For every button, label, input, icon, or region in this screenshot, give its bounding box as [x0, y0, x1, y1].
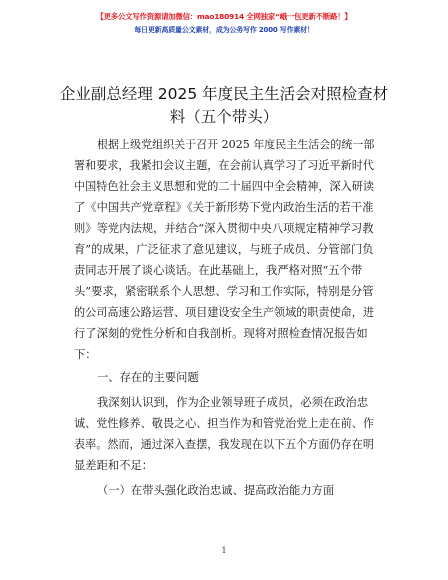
body-line: 则》等党内法规，并结合“深入贯彻中央八项规定精神学习教 [74, 222, 374, 235]
body-line: 根据上级党组织关于召开 2025 年度民主生活会的统一部 [97, 138, 375, 151]
section-line: 我深刻认识到，作为企业领导班子成员，必须在政治忠 [97, 396, 369, 409]
body-line: 下： [74, 348, 97, 361]
body-line: 责同志开展了谈心谈话。在此基础上，我严格对照“五个带 [74, 264, 363, 277]
body-line: 育”的成果，广泛征求了意见建议，与班子成员、分管部门负 [74, 243, 374, 256]
section-line: 表率。然而，通过深入查摆，我发现在以下五个方面仍存在明 [74, 438, 374, 451]
page-number: 1 [221, 546, 227, 555]
document-title-line-1: 企业副总经理 2025 年度民主生活会对照检查材 [59, 85, 389, 103]
body-line: 头”要求，紧密联系个人思想、学习和工作实际，特别是分管 [74, 285, 374, 298]
section-line: 显差距和不足： [74, 459, 154, 472]
section-line: 诚、党性修养、敬畏之心、担当作为和管党治党上走在前、作 [74, 417, 374, 430]
promo-banner-line-1: 【更多公文写作资源请加微信：mao180914 全网独家“峨一包更新不断路！】 [96, 12, 352, 21]
body-line: 了《中国共产党章程》《关于新形势下党内政治生活的若干准 [74, 201, 374, 214]
document-title-line-2: 料（五个带头） [169, 108, 279, 126]
body-line: 中国特色社会主义思想和党的二十届四中全会精神，深入研读 [74, 180, 374, 193]
body-line: 署和要求，我紧扣会议主题，在会前认真学习了习近平新时代 [74, 159, 374, 172]
section-heading: 一、存在的主要问题 [97, 371, 199, 384]
promo-banner-line-2: 每日更新高质量公文素材，成为公务写作 2000 写作素材！ [134, 26, 314, 34]
body-line: 的公司高速公路运营、项目建设安全生产领域的职责使命，进 [74, 306, 374, 319]
subsection-heading: （一）在带头强化政治忠诚、提高政治能力方面 [97, 484, 335, 497]
body-line: 行了深刻的党性分析和自我剖析。现将对照检查情况报告如 [74, 327, 368, 340]
